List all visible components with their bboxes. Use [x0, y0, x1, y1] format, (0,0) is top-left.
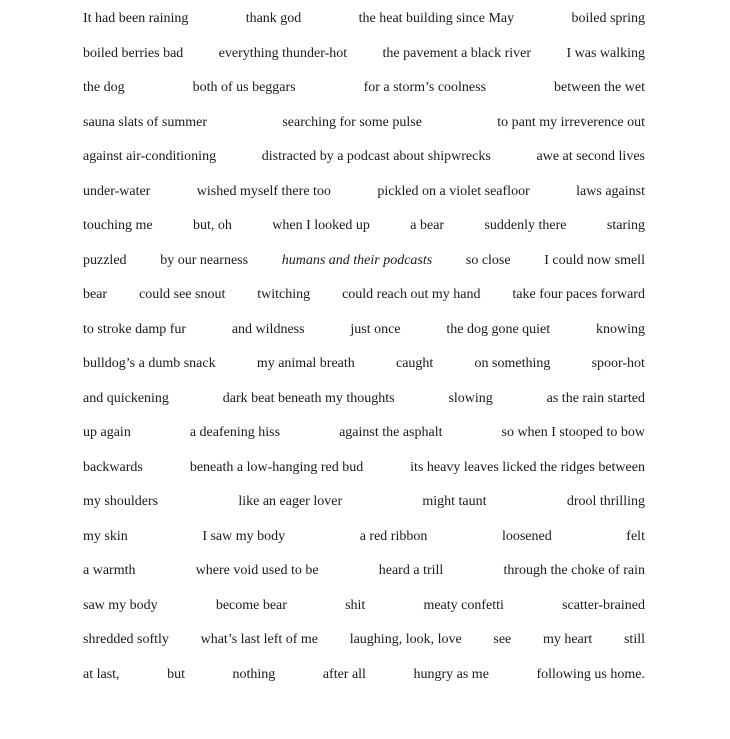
poem-phrase: awe at second lives: [536, 149, 645, 164]
poem-phrase: puzzled: [83, 252, 127, 268]
poem-phrase: distracted by a podcast about shipwrecks: [261, 149, 491, 164]
poem-line: [83, 354, 645, 389]
poem-phrase: shredded softly: [83, 632, 169, 647]
poem-phrase: take four paces forward: [512, 287, 645, 302]
poem-phrase: so close: [465, 252, 511, 268]
poem-line: [83, 320, 645, 355]
poem-line: [83, 285, 645, 320]
poem-line: [83, 44, 645, 79]
poem-line: [83, 251, 645, 286]
poem-phrase: could see snout: [139, 287, 226, 302]
poem-phrase: my heart: [542, 632, 593, 647]
poem-line: [83, 561, 645, 596]
poem-phrase: thank god: [245, 11, 302, 26]
poem-phrase: twitching: [257, 287, 311, 302]
poem-phrase: knowing: [595, 321, 645, 337]
poem-phrase: up again: [83, 425, 131, 440]
poem-phrase: its heavy leaves licked the ridges between: [410, 459, 645, 475]
poem-line: [83, 9, 645, 44]
poem-phrase: I saw my body: [202, 528, 286, 544]
poem-phrase: where void used to be: [195, 563, 319, 578]
poem-phrase: my animal breath: [256, 356, 355, 371]
poem-phrase: boiled spring: [571, 11, 645, 26]
poem-phrase: at last,: [83, 666, 120, 682]
poem-phrase: after all: [322, 666, 366, 682]
poem-phrase: slowing: [448, 390, 493, 406]
poem-line: [83, 147, 645, 182]
poem-phrase: the dog: [83, 80, 125, 95]
poem-line: [83, 596, 645, 631]
poem-phrase: drool thrilling: [566, 494, 645, 509]
poem-line: [83, 492, 645, 527]
poem-phrase: beneath a low-hanging red bud: [189, 459, 364, 475]
poem-phrase: It had been raining: [83, 11, 189, 26]
poem-phrase: both of us beggars: [192, 80, 296, 95]
poem-phrase: searching for some pulse: [282, 114, 422, 130]
poem-phrase: bulldog’s a dumb snack: [83, 356, 216, 371]
poem-phrase: like an eager lover: [238, 494, 343, 509]
poem-phrase: dark beat beneath my thoughts: [222, 390, 395, 406]
poem-line: [83, 527, 645, 562]
poem-phrase: I could now smell: [544, 252, 645, 268]
poem-phrase: become bear: [215, 597, 287, 613]
poem-phrase: a red ribbon: [359, 528, 428, 544]
poem-body: [83, 9, 645, 699]
poem-phrase: the pavement a black river: [382, 45, 532, 61]
poem-phrase: I was walking: [566, 45, 645, 61]
poem-line: [83, 78, 645, 113]
poem-phrase: the heat building since May: [358, 11, 515, 26]
poem-phrase: a bear: [410, 218, 445, 233]
poem-phrase: backwards: [83, 459, 143, 475]
poem-phrase: felt: [626, 528, 645, 544]
poem-line: [83, 182, 645, 217]
poem-phrase: my shoulders: [83, 494, 159, 509]
poem-phrase: saw my body: [83, 597, 158, 613]
poem-phrase: staring: [606, 218, 645, 233]
poem-phrase: boiled berries bad: [83, 45, 184, 61]
poem-line: [83, 458, 645, 493]
poem-line: [83, 113, 645, 148]
poem-phrase: against air-conditioning: [83, 149, 217, 164]
poem-phrase: to pant my irreverence out: [497, 114, 645, 130]
poem-phrase: scatter-brained: [562, 597, 645, 613]
poem-phrase: my skin: [83, 528, 128, 544]
poem-phrase: suddenly there: [484, 218, 567, 233]
poem-phrase: see: [493, 632, 512, 647]
poem-phrase: laws against: [576, 183, 645, 199]
poem-line: [83, 665, 645, 700]
poem-phrase: pickled on a violet seafloor: [377, 183, 530, 199]
poem-phrase: loosened: [501, 528, 552, 544]
poem-phrase: as the rain started: [546, 390, 645, 406]
poem-phrase: laughing, look, love: [349, 632, 462, 647]
poem-phrase: the dog gone quiet: [446, 321, 551, 337]
poem-phrase: everything thunder-hot: [218, 45, 348, 61]
poem-phrase: could reach out my hand: [342, 287, 481, 302]
poem-phrase: spoor-hot: [591, 356, 645, 371]
poem-phrase: bear: [83, 287, 108, 302]
poem-phrase: just once: [350, 321, 401, 337]
poem-phrase: nothing: [232, 666, 276, 682]
poem-phrase: shit: [345, 597, 366, 613]
poem-phrase: under-water: [83, 183, 151, 199]
poem-phrase: for a storm’s coolness: [363, 80, 487, 95]
poem-phrase: through the choke of rain: [503, 563, 645, 578]
poem-phrase: heard a trill: [378, 563, 444, 578]
poem-line: [83, 389, 645, 424]
poem-phrase: hungry as me: [413, 666, 489, 682]
poem-line: [83, 630, 645, 665]
poem-phrase: but: [167, 666, 185, 682]
poem-phrase: to stroke damp fur: [83, 321, 187, 337]
poem-phrase: when I looked up: [272, 218, 370, 233]
poem-line: [83, 216, 645, 251]
poem-phrase: a warmth: [83, 563, 136, 578]
poem-phrase: so when I stooped to bow: [501, 425, 645, 440]
poem-phrase: against the asphalt: [339, 425, 443, 440]
poem-phrase: by our nearness: [160, 252, 249, 268]
poem-phrase: wished myself there too: [196, 183, 331, 199]
poem-phrase: a deafening hiss: [189, 425, 281, 440]
poem-phrase-italic: humans and their podcasts: [281, 252, 433, 268]
poem-phrase: meaty confetti: [423, 597, 504, 613]
poem-phrase: and wildness: [231, 321, 305, 337]
poem-line: [83, 423, 645, 458]
poem-phrase: touching me: [83, 218, 153, 233]
poem-phrase: sauna slats of summer: [83, 114, 208, 130]
poem-phrase: still: [623, 632, 645, 647]
poem-phrase: but, oh: [193, 218, 232, 233]
poem-phrase: between the wet: [554, 80, 645, 95]
poem-phrase: on something: [474, 356, 551, 371]
poem-phrase: might taunt: [422, 494, 487, 509]
poem-phrase: and quickening: [83, 390, 169, 406]
poem-phrase: what’s last left of me: [200, 632, 319, 647]
poem-phrase: caught: [395, 356, 434, 371]
poem-phrase: following us home.: [536, 666, 645, 682]
